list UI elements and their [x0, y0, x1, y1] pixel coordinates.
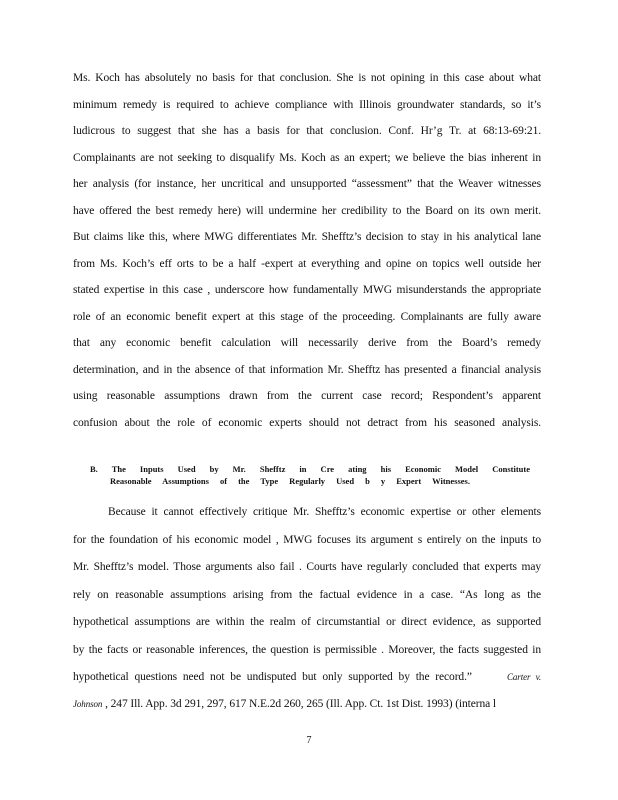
paragraph-1-line: her analysis (for instance, her uncritical and unsupported “assessment” that the Weaver witnesses — [73, 178, 541, 190]
case-name-part-1: Carter v. — [506, 672, 541, 682]
section-heading-line-2: Reasonable Assumptions of the Type Regularly Used b y Expert Witnesses. — [110, 476, 470, 486]
paragraph-2-line: hypothetical assumptions are within the realm of circumstantial or direct evidence, as supported — [73, 616, 541, 628]
paragraph-1-line: from Ms. Koch’s eff orts to be a half -expert at everything and opine on topics well outside her — [73, 257, 541, 270]
case-name-part-2: Johnson — [73, 699, 103, 709]
paragraph-2-line: Because it cannot effectively critique Mr. Shefftz’s economic expertise or other elements — [108, 506, 541, 518]
paragraph-1-line: Ms. Koch has absolutely no basis for that conclusion. She is not opining in this case about what — [73, 72, 541, 84]
paragraph-1-line: determination, and in the absence of that information Mr. Shefftz has presented a financial analysis — [73, 363, 541, 376]
paragraph-1-line: But claims like this, where MWG differentiates Mr. Shefftz’s decision to stay in his analytical lane — [73, 231, 541, 243]
paragraph-1-line: stated expertise in this case , underscore how fundamentally MWG misunderstands the appropriate — [73, 284, 541, 296]
citation-text: , 247 Ill. App. 3d 291, 297, 617 N.E.2d 260, 265 (Ill. App. Ct. 1st Dist. 1993) (interna l — [105, 698, 497, 710]
section-heading-line-1: B. The Inputs Used by Mr. Shefftz in Cre ating his Economic Model Constitute — [90, 464, 530, 474]
paragraph-2-line: Mr. Shefftz’s model. Those arguments also fail . Courts have regularly concluded that experts may — [73, 561, 541, 573]
paragraph-1-line: that any economic benefit calculation will necessarily derive from the Board’s remedy — [73, 337, 541, 349]
paragraph-1-line: ludicrous to suggest that she has a basis for that conclusion. Conf. Hr’g Tr. at 68:13-69:21. — [73, 125, 541, 137]
page-number: 7 — [306, 735, 312, 746]
paragraph-1-line: have offered the best remedy here) will undermine her credibility to the Board on its own merit. — [73, 204, 541, 217]
paragraph-1-line: minimum remedy is required to achieve compliance with Illinois groundwater standards, so it’s — [73, 98, 541, 111]
paragraph-1-line: role of an economic benefit expert at this stage of the proceeding. Complainants are fully aware — [73, 310, 541, 323]
paragraph-1-line: Complainants are not seeking to disqualify Ms. Koch as an expert; we believe the bias inherent in — [73, 151, 541, 164]
paragraph-2-line: rely on reasonable assumptions arising from the factual evidence in a case. “As long as the — [73, 588, 541, 601]
citation-line — [73, 697, 541, 711]
paragraph-2-line: by the facts or reasonable inferences, the question is permissible . Moreover, the facts suggested in — [73, 643, 541, 656]
paragraph-2-last-line: hypothetical questions need not be undisputed but only supported by the record.” — [73, 671, 472, 683]
paragraph-2-line: for the foundation of his economic model , MWG focuses its argument s entirely on the inputs to — [73, 533, 541, 546]
paragraph-1-line: confusion about the role of economic experts should not detract from his seasoned analysis. — [73, 416, 541, 429]
paragraph-1-line: using reasonable assumptions drawn from the current case record; Respondent’s apparent — [73, 390, 541, 402]
citation-line-end — [73, 670, 541, 684]
